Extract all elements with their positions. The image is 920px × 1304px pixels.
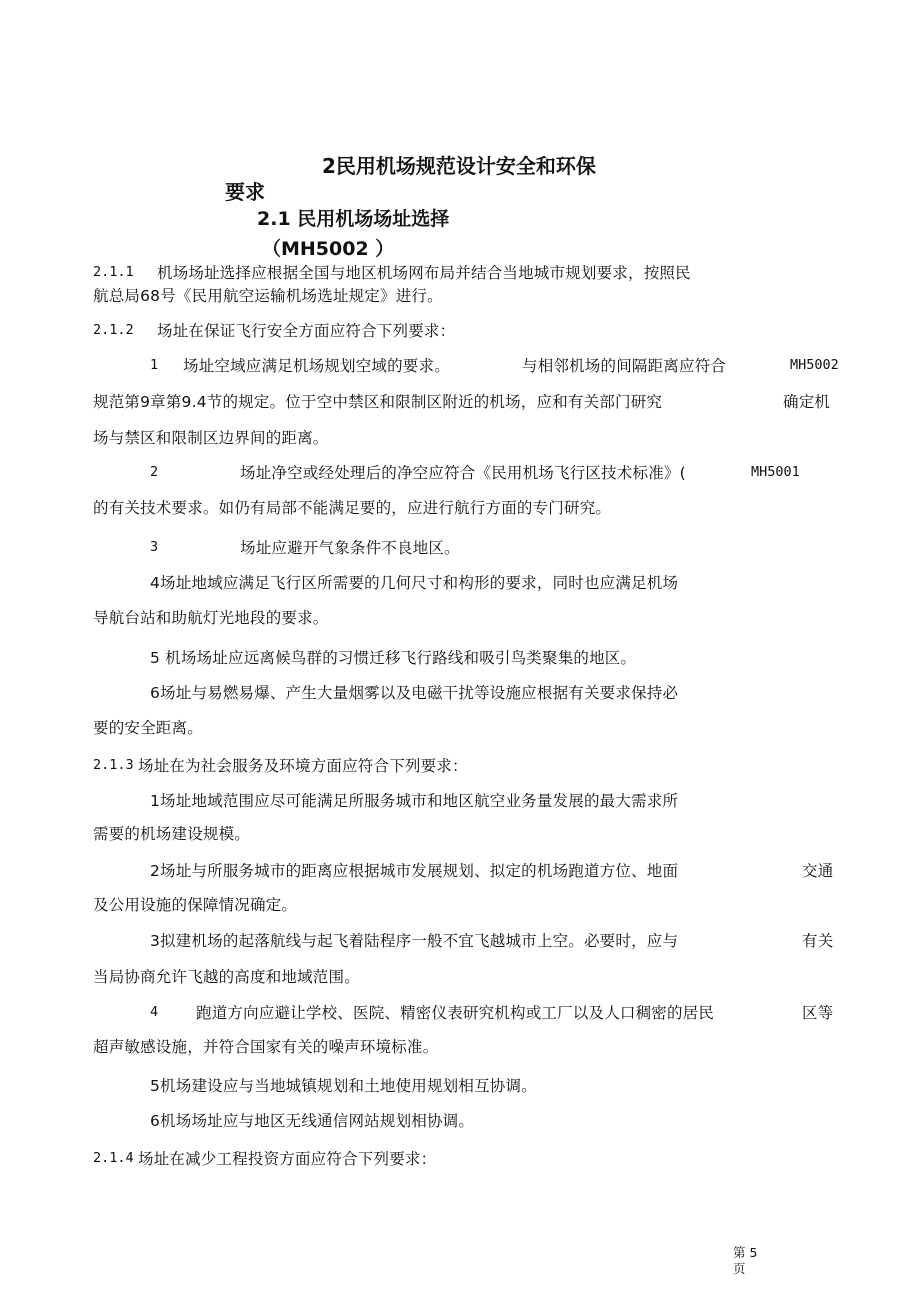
page-title-continued: 要求: [225, 180, 265, 204]
paragraph-text: 4场址地域应满足飞行区所需要的几何尺寸和构形的要求，同时也应满足机场: [150, 574, 679, 592]
paragraph-text: 场址净空或经处理后的净空应符合《民用机场飞行区技术标准》(: [240, 464, 686, 482]
page-title: 2民用机场规范设计安全和环保: [322, 154, 596, 178]
paragraph-text: 场址空域应满足机场规划空域的要求。: [183, 357, 450, 375]
paragraph-text: 确定机: [783, 393, 831, 411]
clause-2-1-2-heading: 场址在保证飞行安全方面应符合下列要求：: [157, 322, 456, 340]
paragraph-text: 的有关技术要求。如仍有局部不能满足要的，应进行航行方面的专门研究。: [93, 499, 612, 517]
standard-code: （MH5002 ）: [262, 238, 395, 260]
item-number: 2: [150, 464, 159, 480]
paragraph-text: 2场址与所服务城市的距离应根据城市发展规划、拟定的机场跑道方位、地面: [150, 862, 679, 880]
paragraph-text: 3拟建机场的起落航线与起飞着陆程序一般不宜飞越城市上空。必要时，应与: [150, 932, 679, 950]
paragraph-text: 及公用设施的保障情况确定。: [93, 896, 298, 914]
page-number-line1: 第 5: [733, 1245, 758, 1260]
paragraph-text: 导航台站和助航灯光地段的要求。: [93, 609, 329, 627]
paragraph-text: 场与禁区和限制区边界间的距离。: [93, 429, 329, 447]
paragraph-text: 规范第9章第9.4节的规定。位于空中禁区和限制区附近的机场，应和有关部门研究: [93, 393, 663, 411]
clause-number-2-1-4: 2.1.4: [93, 1150, 134, 1166]
clause-number-2-1-2: 2.1.2: [93, 322, 134, 338]
clause-number-2-1-3: 2.1.3: [93, 757, 134, 773]
clause-2-1-1-text: 机场场址选择应根据全国与地区机场网布局并结合当地城市规划要求，按照民: [157, 264, 691, 282]
paragraph-text: 5机场建设应与当地城镇规划和土地使用规划相互协调。: [150, 1077, 537, 1095]
clause-2-1-3-heading: 场址在为社会服务及环境方面应符合下列要求：: [138, 757, 468, 775]
item-number: 3: [150, 539, 159, 555]
paragraph-text: 需要的机场建设规模。: [93, 825, 251, 843]
paragraph-text: 跑道方向应避让学校、医院、精密仪表研究机构或工厂以及人口稠密的居民: [196, 1004, 715, 1022]
section-heading: 2.1 民用机场场址选择: [257, 208, 450, 230]
page-number: [733, 1245, 757, 1277]
paragraph-text: 场址应避开气象条件不良地区。: [240, 539, 460, 557]
paragraph-text: 5 机场场址应远离候鸟群的习惯迁移飞行路线和吸引鸟类聚集的地区。: [150, 649, 637, 667]
item-number: 4: [150, 1004, 159, 1020]
paragraph-text: 超声敏感设施，并符合国家有关的噪声环境标准。: [93, 1038, 439, 1056]
paragraph-text: 交通: [802, 862, 834, 880]
standard-ref: MH5001: [751, 464, 800, 480]
paragraph-text: 1场址地域范围应尽可能满足所服务城市和地区航空业务量发展的最大需求所: [150, 792, 679, 810]
standard-ref: MH5002: [790, 357, 839, 373]
paragraph-text: 当局协商允许飞越的高度和地域范围。: [93, 968, 360, 986]
page-number-line2: 页: [733, 1261, 746, 1276]
clause-2-1-1-text-cont: 航总局68号《民用航空运输机场选址规定》进行。: [93, 287, 443, 305]
item-number: 1: [150, 357, 159, 373]
paragraph-text: 区等: [802, 1004, 834, 1022]
paragraph-text: 要的安全距离。: [93, 719, 203, 737]
paragraph-text: 与相邻机场的间隔距离应符合: [522, 357, 727, 375]
clause-number-2-1-1: 2.1.1: [93, 264, 134, 280]
clause-2-1-4-heading: 场址在减少工程投资方面应符合下列要求：: [138, 1150, 437, 1168]
paragraph-text: 6场址与易燃易爆、产生大量烟雾以及电磁干扰等设施应根据有关要求保持必: [150, 684, 679, 702]
paragraph-text: 有关: [802, 932, 834, 950]
paragraph-text: 6机场场址应与地区无线通信网站规划相协调。: [150, 1112, 475, 1130]
